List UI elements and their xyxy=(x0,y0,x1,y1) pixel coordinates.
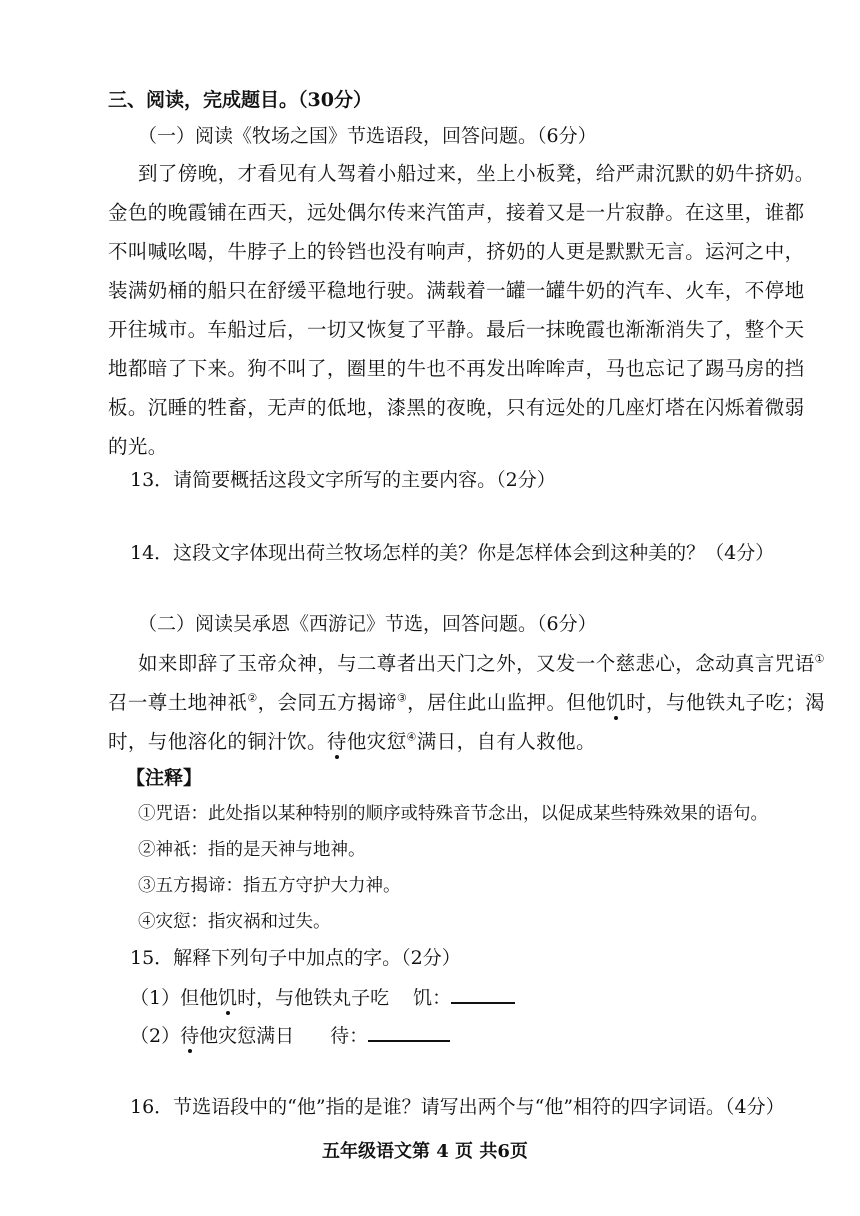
passage1-line: 不叫喊吆喝，牛脖子上的铃铛也没有响声，挤奶的人更是默默无言。运河之中， xyxy=(108,240,805,263)
footnote-ref: ② xyxy=(247,691,258,705)
note-item: ②神祇：指的是天神与地神。 xyxy=(138,840,366,860)
dotted-char: 待 xyxy=(326,730,347,753)
dotted-char: 饥 xyxy=(606,691,627,714)
note-item: ③五方揭谛：指五方守护大力神。 xyxy=(138,876,401,896)
question-13: 13．请简要概括这段文字所写的主要内容。（2分） xyxy=(130,469,556,491)
dotted-char: 饥 xyxy=(218,987,238,1009)
page-footer: 五年级语文第 4 页 共6页 xyxy=(322,1141,528,1162)
passage1-line: 开往城市。车船过后，一切又恢复了平静。最后一抹晚霞也渐渐消失了，整个天 xyxy=(108,318,805,341)
passage2-line: 召一尊土地神祇②，会同五方揭谛③，居住此山监押。但他饥时，与他铁丸子吃；渴 xyxy=(108,691,826,714)
footnote-ref: ① xyxy=(814,652,825,666)
passage1-line: 地都暗了下来。狗不叫了，圈里的牛也不再发出哞哞声，马也忘记了踢马房的挡 xyxy=(108,357,805,380)
passage1-line: 板。沉睡的牲畜，无声的低地，漆黑的夜晚，只有远处的几座灯塔在闪烁着微弱 xyxy=(108,396,805,419)
passage1-line: 到了傍晚，才看见有人驾着小船过来，坐上小板凳，给严肃沉默的奶牛挤奶。 xyxy=(138,162,815,185)
footnote-ref: ③ xyxy=(396,691,408,705)
question-14: 14．这段文字体现出荷兰牧场怎样的美？你是怎样体会到这种美的？（4分） xyxy=(130,542,775,564)
passage1-line: 金色的晚霞铺在西天，远处偶尔传来汽笛声，接着又是一片寂静。在这里，谁都 xyxy=(108,201,805,224)
part2-heading: （二）阅读吴承恩《西游记》节选，回答问题。（6分） xyxy=(138,613,597,635)
question-16: 16．节选语段中的“他”指的是谁？请写出两个与“他”相符的四字词语。（4分） xyxy=(130,1096,785,1118)
question-15: 15．解释下列句子中加点的字。（2分） xyxy=(130,947,461,969)
passage2-line: 时，与他溶化的铜汁饮。待他灾愆④满日，自有人救他。 xyxy=(108,730,596,753)
passage2-line: 如来即辞了玉帝众神，与二尊者出天门之外，又发一个慈悲心，念动真言咒语① xyxy=(138,652,825,675)
footnote-ref: ④ xyxy=(406,730,417,744)
section-title: 三、阅读，完成题目。（30分） xyxy=(108,89,372,111)
note-item: ①咒语：此处指以某种特别的顺序或特殊音节念出，以促成某些特殊效果的语句。 xyxy=(138,804,768,824)
dotted-char: 待 xyxy=(180,1025,200,1047)
notes-title: 【注释】 xyxy=(126,767,203,789)
question-15-2: （2）待他灾愆满日 待： xyxy=(130,1022,450,1048)
answer-blank[interactable] xyxy=(368,1022,450,1042)
question-15-1: （1）但他饥时，与他铁丸子吃 饥： xyxy=(130,984,515,1010)
note-item: ④灾愆：指灾祸和过失。 xyxy=(138,912,331,932)
passage1-line: 的光。 xyxy=(108,435,168,458)
part1-heading: （一）阅读《牧场之国》节选语段，回答问题。（6分） xyxy=(138,125,597,147)
answer-blank[interactable] xyxy=(451,984,515,1004)
passage1-line: 装满奶桶的船只在舒缓平稳地行驶。满载着一罐一罐牛奶的汽车、火车，不停地 xyxy=(108,279,805,302)
